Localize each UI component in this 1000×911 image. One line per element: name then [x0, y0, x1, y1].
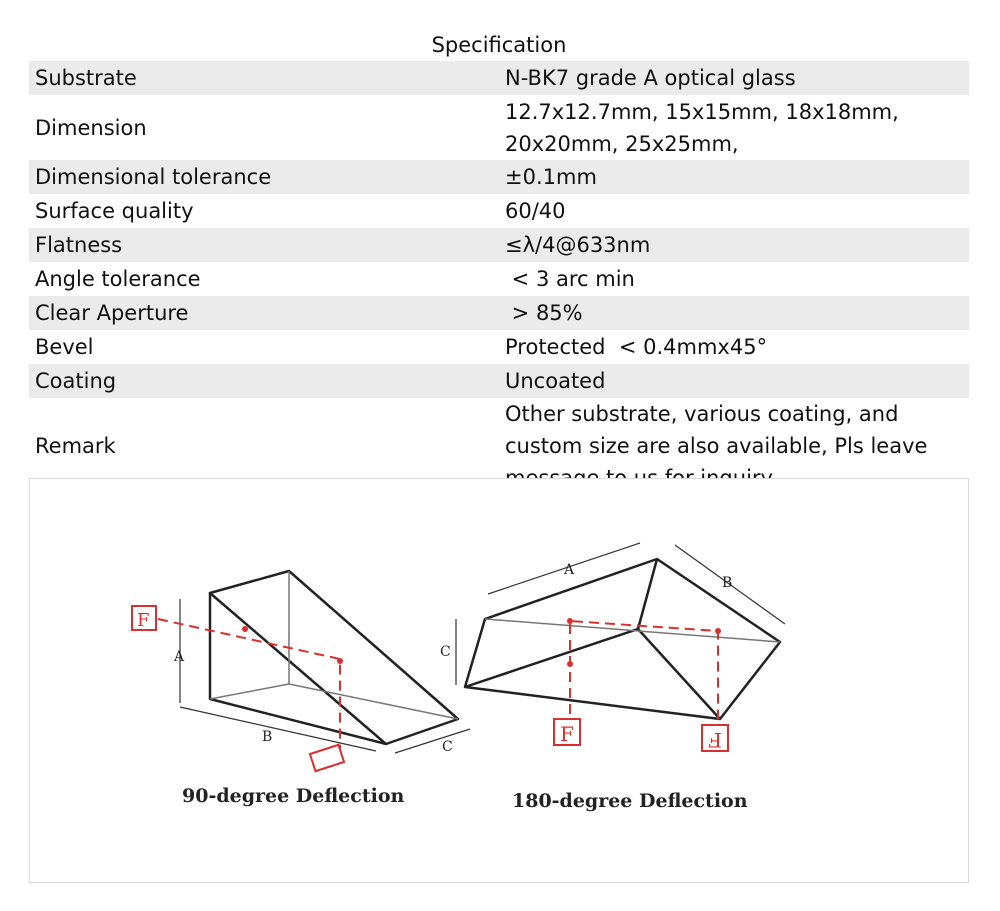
row-value: 60/40 [505, 199, 566, 223]
table-row [29, 262, 969, 296]
table-row [29, 194, 969, 228]
caption-180-degree: 180-degree Deflection [512, 790, 748, 812]
row-label: Surface quality [35, 199, 194, 223]
beam-point [242, 626, 248, 632]
prism-diagram-panel [29, 478, 969, 883]
table-row [29, 95, 969, 160]
row-value: < 3 arc min [505, 267, 635, 291]
prism-hidden-edge [485, 619, 780, 642]
row-value: Protected < 0.4mmx45° [505, 335, 768, 359]
row-value: ±0.1mm [499, 160, 969, 194]
row-label: Angle tolerance [35, 267, 201, 291]
spec-table [29, 28, 969, 494]
label-c: C [440, 644, 451, 660]
beam-point [567, 661, 573, 667]
row-label: Remark [35, 434, 116, 458]
row-value: > 85% [499, 296, 969, 330]
svg-text:F: F [708, 728, 722, 752]
prism-edge [465, 629, 720, 719]
row-label: Bevel [35, 335, 94, 359]
row-value: Uncoated [499, 364, 969, 398]
label-b: B [262, 729, 273, 745]
row-label: Coating [29, 364, 499, 398]
beam-point [715, 628, 721, 634]
table-row [29, 364, 969, 398]
table-row [29, 330, 969, 364]
prism-edge [638, 559, 657, 629]
label-b: B [722, 575, 733, 591]
spec-header-row [29, 28, 969, 61]
row-value: Other substrate, various coating, and custom size are also available, Pls leave [505, 402, 928, 458]
caption-90-degree: 90-degree Deflection [182, 785, 405, 807]
svg-text:F: F [137, 610, 150, 631]
table-row [29, 296, 969, 330]
row-value: N-BK7 grade A optical glass [499, 61, 969, 95]
prism-hidden-edge [210, 684, 289, 699]
beam-path-90 [158, 619, 340, 749]
table-row [29, 228, 969, 262]
row-value: ≤λ/4@633nm [499, 228, 969, 262]
label-a: A [174, 649, 185, 665]
spec-title: Specification [29, 28, 969, 61]
row-value: 12.7x12.7mm, 15x15mm, 18x18mm, 20x20mm, 25x25mm, [505, 99, 899, 156]
label-a: A [564, 562, 575, 578]
row-label: Flatness [29, 228, 499, 262]
svg-text:F: F [560, 722, 574, 746]
table-row [29, 160, 969, 194]
row-label: Dimensional tolerance [29, 160, 499, 194]
dimension-lines-180 [456, 543, 785, 685]
row-label: Dimension [35, 115, 147, 140]
prism-diagram [30, 479, 970, 884]
beam-point [567, 618, 573, 624]
table-row [29, 61, 969, 95]
beam-point [337, 658, 343, 664]
label-c: C [442, 739, 453, 755]
row-label: Clear Aperture [29, 296, 499, 330]
prism-180-degree [465, 559, 780, 719]
row-label: Substrate [29, 61, 499, 95]
f-marker-icon [554, 719, 728, 752]
